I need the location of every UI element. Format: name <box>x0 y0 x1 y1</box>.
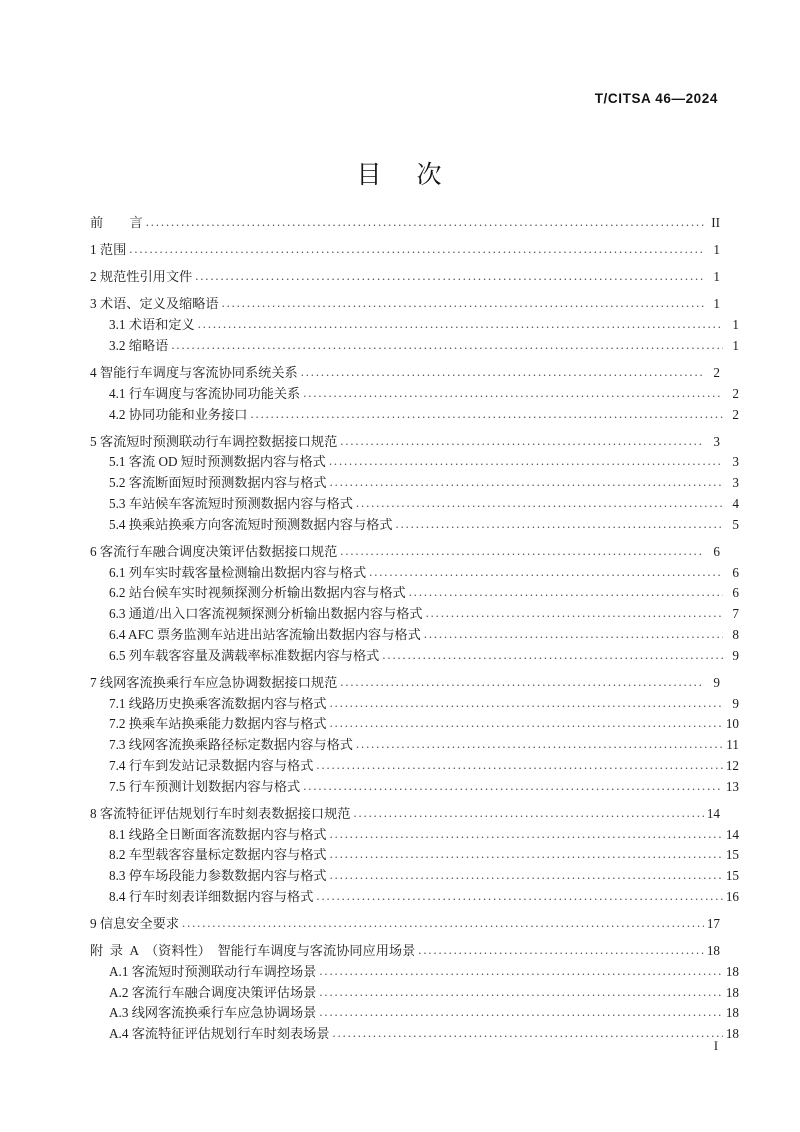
toc-entry-label: A.2 客流行车融合调度决策评估场景 <box>109 984 317 1000</box>
toc-entry-label: 7.1 线路历史换乘客流数据内容与格式 <box>109 695 327 711</box>
toc-entry[interactable] <box>90 545 720 559</box>
toc-leader-dots <box>424 628 723 641</box>
toc-entry-label: 2 规范性引用文件 <box>90 269 193 285</box>
toc-leader-dots <box>333 1027 723 1040</box>
toc-leader-dots <box>316 759 722 772</box>
toc-entry-label: 1 范围 <box>90 242 127 258</box>
toc-entry[interactable] <box>90 408 739 422</box>
toc-entry-page-number: 9 <box>713 674 720 690</box>
toc-entry[interactable] <box>90 780 739 794</box>
toc-leader-dots <box>330 828 723 841</box>
toc-leader-dots <box>330 848 723 861</box>
toc-entry-page-number: 18 <box>725 1005 739 1021</box>
toc-entry[interactable] <box>90 965 739 979</box>
toc-entry-page-number: II <box>711 215 720 230</box>
toc-leader-dots <box>319 986 722 999</box>
toc-leader-dots <box>330 476 723 489</box>
toc-entry[interactable] <box>90 216 720 230</box>
toc-entry-page-number: 12 <box>725 757 739 773</box>
toc-entry-page-number: 11 <box>726 737 739 753</box>
toc-entry-label: A.3 线网客流换乘行车应急协调场景 <box>109 1005 317 1021</box>
toc-entry-label: 7.2 换乘车站换乘能力数据内容与格式 <box>109 716 327 732</box>
toc-entry-label: 8.2 车型载客容量标定数据内容与格式 <box>109 847 327 863</box>
toc-leader-dots <box>356 497 723 510</box>
toc-leader-dots <box>301 366 704 379</box>
toc-entry-label: 7 线网客流换乘行车应急协调数据接口规范 <box>90 674 338 690</box>
toc-leader-dots <box>382 649 723 662</box>
toc-leader-dots <box>353 807 703 820</box>
toc-entry-page-number: 14 <box>706 805 720 821</box>
toc-leader-dots <box>146 216 704 229</box>
toc-entry[interactable] <box>90 497 739 511</box>
toc-entry[interactable] <box>90 476 739 490</box>
toc-entry-label: 8.4 行车时刻表详细数据内容与格式 <box>109 888 314 904</box>
page-folio: I <box>713 1039 718 1053</box>
toc-leader-dots <box>409 586 723 599</box>
toc-entry-page-number: 9 <box>732 647 739 663</box>
toc-entry-label: 9 信息安全要求 <box>90 916 180 932</box>
toc-entry-page-number: 5 <box>732 516 739 532</box>
toc-entry[interactable] <box>90 759 739 773</box>
toc-entry-label: 6.2 站台候车实时视频探测分析输出数据内容与格式 <box>109 585 406 601</box>
toc-leader-dots <box>340 545 704 558</box>
toc-entry-label: 8 客流特征评估规划行车时刻表数据接口规范 <box>90 805 351 821</box>
toc-entry[interactable] <box>90 339 739 353</box>
toc-entry-page-number: 16 <box>725 888 739 904</box>
toc-entry-label: 5.1 客流 OD 短时预测数据内容与格式 <box>109 454 326 470</box>
toc-leader-dots <box>319 1006 722 1019</box>
toc-entry-page-number: 6 <box>732 585 739 601</box>
standard-code-header: T/CITSA 46—2024 <box>594 91 718 106</box>
toc-entry-page-number: 3 <box>732 454 739 470</box>
toc-leader-dots <box>303 387 723 400</box>
toc-entry[interactable] <box>90 828 739 842</box>
toc-leader-dots <box>319 965 722 978</box>
toc-entry[interactable] <box>90 366 720 380</box>
toc-leader-dots <box>418 944 704 957</box>
toc-entry[interactable] <box>90 318 739 332</box>
toc-entry[interactable] <box>90 586 739 600</box>
toc-entry-label: 3.2 缩略语 <box>109 337 169 353</box>
toc-entry-label: 7.3 线网客流换乘路径标定数据内容与格式 <box>109 737 353 753</box>
toc-entry-label: 5.2 客流断面短时预测数据内容与格式 <box>109 475 327 491</box>
toc-entry-page-number: 3 <box>732 475 739 491</box>
toc-entry[interactable] <box>90 518 739 532</box>
page-title: 目 次 <box>356 162 444 189</box>
toc-entry-label: A.1 客流短时预测联动行车调控场景 <box>109 963 317 979</box>
toc-entry-label: 6.4 AFC 票务监测车站进出站客流输出数据内容与格式 <box>109 626 421 642</box>
toc-entry-page-number: 18 <box>725 1026 739 1042</box>
toc-entry-label: 前 言 <box>90 215 143 230</box>
toc-leader-dots <box>356 738 723 751</box>
toc-entry-page-number: 6 <box>732 564 739 580</box>
toc-entry[interactable] <box>90 676 720 690</box>
toc-entry-page-number: 9 <box>732 695 739 711</box>
toc-leader-dots <box>250 408 723 421</box>
toc-entry-label: 3 术语、定义及缩略语 <box>90 296 219 312</box>
toc-entry[interactable] <box>90 697 739 711</box>
toc-entry-page-number: 4 <box>732 495 739 511</box>
toc-entry-label: 5.3 车站候车客流短时预测数据内容与格式 <box>109 495 353 511</box>
toc-entry-page-number: 18 <box>725 984 739 1000</box>
toc-entry-page-number: 1 <box>713 269 720 285</box>
toc-leader-dots <box>340 676 704 689</box>
toc-entry[interactable] <box>90 1006 739 1020</box>
toc-leader-dots <box>182 917 704 930</box>
toc-entry-label: 8.3 停车场段能力参数数据内容与格式 <box>109 868 327 884</box>
toc-entry-page-number: 14 <box>725 826 739 842</box>
toc-entry-label: 6.5 列车载客容量及满载率标准数据内容与格式 <box>109 647 380 663</box>
toc-entry-page-number: 2 <box>732 385 739 401</box>
toc-leader-dots <box>129 243 704 256</box>
toc-entry-page-number: 2 <box>713 364 720 380</box>
toc-entry-label: 4.2 协同功能和业务接口 <box>109 406 248 422</box>
toc-entry-page-number: 18 <box>725 963 739 979</box>
toc-leader-dots <box>330 697 723 710</box>
toc-entry-label: 6.1 列车实时载客量检测输出数据内容与格式 <box>109 564 367 580</box>
toc-entry-page-number: 18 <box>706 943 720 959</box>
toc-entry-page-number: 15 <box>725 847 739 863</box>
toc-entry-page-number: 6 <box>713 543 720 559</box>
toc-entry-label: 5 客流短时预测联动行车调控数据接口规范 <box>90 433 338 449</box>
toc-entry[interactable] <box>90 917 720 931</box>
toc-leader-dots <box>198 318 723 331</box>
toc-leader-dots <box>396 518 723 531</box>
toc-entry[interactable] <box>90 649 739 663</box>
toc-entry-page-number: 13 <box>725 778 739 794</box>
toc-entry-label: 5.4 换乘站换乘方向客流短时预测数据内容与格式 <box>109 516 393 532</box>
toc-entry-label: 6 客流行车融合调度决策评估数据接口规范 <box>90 543 338 559</box>
toc-entry-label: 4 智能行车调度与客流协同系统关系 <box>90 364 298 380</box>
toc-entry-page-number: 8 <box>732 626 739 642</box>
toc-entry[interactable] <box>90 848 739 862</box>
toc-entry-label: 附 录 A （资料性） 智能行车调度与客流协同应用场景 <box>90 943 416 959</box>
toc-entry[interactable] <box>90 944 720 958</box>
toc-leader-dots <box>303 780 723 793</box>
toc-entry-label: 3.1 术语和定义 <box>109 317 195 333</box>
toc-entry[interactable] <box>90 455 739 469</box>
toc-entry[interactable] <box>90 717 739 731</box>
toc-entry-page-number: 7 <box>732 606 739 622</box>
toc-entry-page-number: 1 <box>713 296 720 312</box>
toc-leader-dots <box>426 607 723 620</box>
toc-leader-dots <box>171 339 723 352</box>
table-of-contents <box>90 215 739 1042</box>
toc-entry[interactable] <box>90 243 720 257</box>
toc-entry-page-number: 10 <box>725 716 739 732</box>
toc-entry-page-number: 1 <box>732 337 739 353</box>
toc-entry[interactable] <box>90 435 720 449</box>
toc-entry-page-number: 15 <box>725 868 739 884</box>
toc-entry[interactable] <box>90 607 739 621</box>
toc-entry[interactable] <box>90 628 739 642</box>
toc-leader-dots <box>330 869 723 882</box>
toc-entry[interactable] <box>90 986 739 1000</box>
toc-entry[interactable] <box>90 890 739 904</box>
toc-entry-label: 4.1 行车调度与客流协同功能关系 <box>109 385 301 401</box>
toc-leader-dots <box>195 270 704 283</box>
toc-leader-dots <box>316 890 722 903</box>
toc-entry-page-number: 2 <box>732 406 739 422</box>
toc-entry[interactable] <box>90 387 739 401</box>
toc-entry[interactable] <box>90 297 720 311</box>
toc-entry-label: 7.4 行车到发站记录数据内容与格式 <box>109 757 314 773</box>
toc-entry-page-number: 17 <box>706 916 720 932</box>
toc-leader-dots <box>329 455 723 468</box>
toc-entry-label: 8.1 线路全日断面客流数据内容与格式 <box>109 826 327 842</box>
toc-entry[interactable] <box>90 270 720 284</box>
toc-entry[interactable] <box>90 807 720 821</box>
toc-entry[interactable] <box>90 738 739 752</box>
toc-leader-dots <box>340 435 704 448</box>
toc-entry[interactable] <box>90 566 739 580</box>
toc-entry-page-number: 1 <box>713 242 720 258</box>
toc-entry-page-number: 1 <box>732 317 739 333</box>
toc-entry-page-number: 3 <box>713 433 720 449</box>
toc-entry-label: 6.3 通道/出入口客流视频探测分析输出数据内容与格式 <box>109 606 423 622</box>
toc-leader-dots <box>369 566 723 579</box>
toc-entry[interactable] <box>90 869 739 883</box>
toc-entry-label: A.4 客流特征评估规划行车时刻表场景 <box>109 1026 330 1042</box>
toc-entry-label: 7.5 行车预测计划数据内容与格式 <box>109 778 301 794</box>
toc-leader-dots <box>330 717 723 730</box>
toc-leader-dots <box>222 297 704 310</box>
